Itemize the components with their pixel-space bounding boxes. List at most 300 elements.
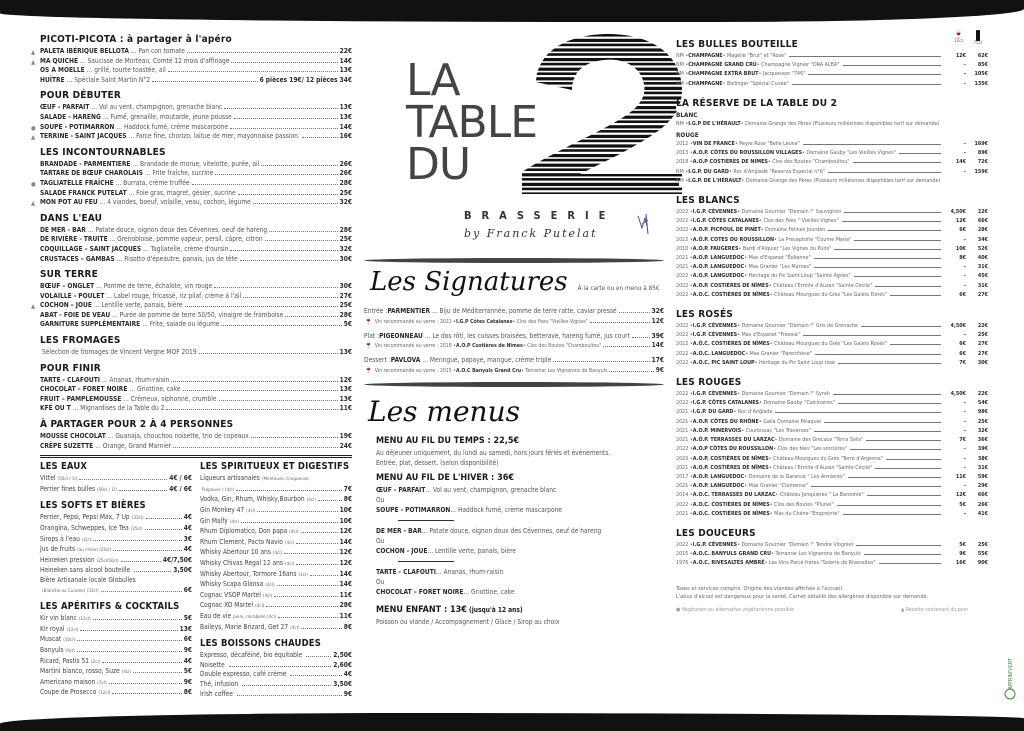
drink-item: Orangina, Schweppes, Ice Tea (25cl) 4€ [40, 524, 192, 532]
item-name: DE MER - BAR [40, 225, 86, 234]
drink-item: Vittel (50cl / 1l) 4€ / 6€ [40, 474, 192, 483]
bottle-price: 30€ [977, 359, 988, 366]
item-name: GARNITURE SUPPLÉMENTAIRE [40, 320, 141, 329]
item-name: COCHON – JOUE [40, 301, 92, 310]
drink-item: Rhum Diplomatico, Don papa (4cl) 12€ [200, 527, 352, 536]
logo [364, 34, 664, 254]
wine-row: 2012 • VIN DE FRANCE • Peyre Rose "Belle Léone" – 169€ [676, 140, 988, 149]
item-price: 30€ [339, 282, 352, 291]
menu-item [31, 178, 352, 189]
wine-row: NM • I.G.P. DE L'HÉRAULT • Domaine Grange des Pères (Plusieurs millésimes disponibles tarif sur demande) [676, 177, 941, 184]
glass-price: – [963, 236, 966, 243]
wine-row: 2022 • I.G.P. CÉVENNES • Domaine Gournier "Demain !" Tendre Viognier 5€ 25€ [676, 541, 988, 550]
item-name: DE RIVIÈRE - TRUITE [40, 235, 108, 244]
wine-section-title: LES BULLES BOUTEILLE [676, 39, 798, 50]
wine-row: 2022 • A.O.C. COSTIÈRES DE NÎMES • Château Mourgues du Grès "Les Galets Dorés" 6€ 27€ [676, 291, 988, 300]
item-price: 13€ [339, 112, 352, 121]
bottle-price: 52€ [977, 245, 988, 252]
wine-row: NM • CHAMPAGNE • Magélie "Brut" et "Rosé" 12€ 62€ [676, 52, 988, 61]
drink-item: Rhum Clement, Pacto Navio (4cl) 14€ [200, 537, 352, 546]
bottle-price: 135€ [974, 80, 988, 87]
drink-item: Sirops à l'eau (2cl) 3€ [40, 534, 192, 543]
item-name: CRUSTACES – GAMBAS [40, 254, 115, 263]
item-price: 26€ [339, 159, 352, 168]
wine-row: 2021 • A.O.P. LANGUEDOC • Mas Granier "Les Marnes" – 31€ [676, 263, 988, 272]
wine-row: 2018 • A.O.P COSTIERES DE NIMES • Clos des Boutes "Chamboultou" 14€ 72€ [676, 158, 988, 167]
item-price: 27€ [339, 291, 352, 300]
bottle-price: 32€ [977, 427, 988, 434]
drink-item: Expresso, décaféiné, bio équitable 2,50€ [200, 651, 352, 660]
leader-dots [234, 118, 338, 119]
bottle-price: 25€ [977, 418, 988, 425]
section-title: À PARTAGER POUR 2 À 4 PERSONNES [40, 419, 234, 431]
item-price: 14€ [339, 56, 352, 65]
bottle-price: 90€ [977, 560, 988, 567]
wine-row: 2022 • I.G.P. CÉVENNES • Domaine Gournier "Demain !" Gris de Grenache 4,50€ 22€ [676, 322, 988, 331]
item-price: 22€ [339, 47, 352, 55]
bottle-price: 169€ [974, 141, 988, 148]
bottle-price: 29€ [977, 483, 988, 490]
drink-item: Bière Artisanale locale Globulles [40, 575, 136, 584]
item-price: 13€ [339, 103, 352, 112]
drink-item: Kir vin blanc (12cl) 5€ [40, 614, 192, 623]
bottle-price: 27€ [977, 291, 988, 298]
item-price: 13€ [339, 385, 352, 394]
vegetarian-icon: ● [31, 180, 36, 188]
wine-pairing: 🍷 Vin recommandé au verre : 2018 • A.O.P Costières de Nîmes • Clos des Boutes "Chamboultou" 14€ [364, 341, 664, 350]
wine-pairing: 🍷 Vin recommandé au verre : 2022 • I.G.P Côtes Catalanes • Clos des Fées "Vieilles Vignes" 12€ [364, 316, 664, 325]
glass-icon: 🍷 12cl [953, 30, 964, 44]
bottle-price: 62€ [977, 53, 988, 59]
item-price: 13€ [339, 348, 352, 357]
leader-dots [240, 260, 338, 261]
section-title: POUR FINIR [40, 362, 101, 374]
item-name: ŒUF - PARFAIT [40, 103, 90, 112]
item-price: 12€ [339, 375, 352, 384]
item-name: PALETA IBÉRIQUE BELLOTA [40, 47, 129, 55]
leader-dots [183, 390, 338, 391]
drink-item: Coupe de Prosecco (12cl) 8€ [40, 688, 192, 697]
leader-dots [269, 231, 337, 232]
wine-row: 2021 • A.O.P. TERRASSES DU LARZAC • Domaine des Grecaux "Terra Solis" 7€ 36€ [676, 436, 988, 445]
drink-item: Eau de vie poire, mirabelle (4cl) 11€ [200, 611, 352, 620]
drink-item: Baileys, Marie Brizard, Get 27 (4cl) 8€ [200, 622, 352, 631]
wine-row: 2022 • A.O.C. PIC SAINT LOUP • Héritage du Pic Saint Loup rosé 7€ 30€ [676, 359, 988, 368]
bottle-price: 59€ [977, 473, 988, 480]
wine-list-column: 🍷 12cl 75cl LES BULLES BOUTEILLE NM • CHAMPAGNE • Magélie "Brut" et "Rosé" 12€ 62€ NM • CHAMPAGNE GRAND CRU • Champagne Vignier "ORA ALBA" – 85€ NM • CHAMPAGNE EXTRA BRUT • Jacquesson "746" – 105€ NM • CHAMPAGNE • Bollinger "Spécial Cuvée" – 135€ LA RÉSERVE DE LA TABLE DU 2 BLANC NM • I.G.P DE L'HÉRAULT • Domaine Grange des Pères (Plusieurs millésimes disponibles tarif sur demande) ROUGE 2012 • VIN DE FRANCE • Peyre Rose "Belle Léone" – 169€ 2013 • A.O.P. CÔTES DU ROUSSILLON VILLAGES • Domaine Gauby "Les Vieilles Vignes" – 89€ 2018 • A.O.P COSTIERES DE NIMES • Clos des Boutes "Chamboultou" 14€ 72€ NM • I.G.P. DU GARD • Roc d'Anglade "Reserva Especial n°6" – 159€ NM • I.G.P. DE L'HÉRAULT • Domaine Grange des Pères (Plusieurs millésimes disponibles tarif sur demande) LES BLANCS 2022 • I.G.P. CÉVENNES • Domaine Gournier "Demain !" Sauvignon 4,50€ 22€ 2022 • I.G.P. CÔTES CATALANES • Clos des Fées " Vieilles Vignes" 12€ 66€ 2022 • A.O.P. PICPOUL DE PINET • Domaine Félines Jourdan 6€ 28€ 2022 • A.O.P. COTES DU ROUSSILLON • La Preceptorie "Coume Marie" – 34€ 2010 • A.O.P. FAUGERES • Bardi d'Alquier "Les Vignes du Puits" 10€ 52€ 2021 • A.O.P. LANGUEDOC • Mas d'Espanet "Éolienne" 8€ 40€ 2021 • A.O.P. LANGUEDOC • Mas Granier "Les Marnes" – 31€ 2022 • A.O.P. LANGUEDOC • Héritage du Pic Saint Loup "Sainte Agnès" – 45€ 2022 • A.O.P. COSTIÈRES DE NÎMES • Château l'Ermite d'Auzan "Sainte Cécile" – 31€ 2022 • A.O.C. COSTIÈRES DE NÎMES • Château Mourgues du Grès "Les Galets Dorés" 6€ 27€ LES ROSÉS 2022 • I.G.P. CÉVENNES • Domaine Gournier "Demain !" Gris de Grenache 4,50€ 22€ 2022 • I.G.P. CÉVENNES • Mas d'Espanet "Freesia" – 25€ 2022 • A.O.C. COSTIÈRES DE NÎMES • Château Mourgues du Grès "Les Galets Rosés" 6€ 27€ 2022 • A.O.C. LANGUEDOC • Mas Granier "Parenthèse" 6€ 27€ 2022 • A.O.C. PIC SAINT LOUP • Héritage du Pic Saint Loup rosé 7€ 30€ LES ROUGES 2022 • I.G.P. CÉVENNES • Domaine Gournier "Demain !" Syrah 4,50€ 22€ 2022 • I.G.P. CÔTES CATALANES • Domaine Gauby "Calcinaires" – 54€ 2021 • I.G.P. DU GARD • Roc d'Anglade – 98€ 2021 • A.O.P. CÔTES DU RHÔNE • Galia Domaine Pelaquie – 25€ 2021 • A.O.P. MINERVOIS • Courbissac "Les Traverses" – 32€ 2021 • A.O.P. TERRASSES DU LARZAC • Domaine des Grecaux "Terra Solis" 7€ 36€ 2022 • A.O.P CÔTES DU ROUSSILLON • Clos des fées "Les sorcières" – 39€ 2020 • A.O.P. COSTIÈRES DE NÎMES • Château Mourgues du Grès "Terre d'Argence" – 38€ 2021 • A.O.P. COSTIÈRES DE NÎMES • Château l'Ermite d'Auzan "Sainte Cécile" – 31€ 2017 • A.O.P. LANGUEDOC • Domaine de la Garance " Les Armieres" 11€ 59€ 2021 • A.O.P. LANGUEDOC • Mas Granier "Clémence" – 29€ 2014 • A.O.C. TERRASSES DU LARZAC • Château Jonquières " La Baronnie" 12€ 66€ 2022 • A.O.C. COSTIÈRES DE NÎMES • Clos des Boutes "Pluriel" 5€ 26€ 2021 • A.O.C. COSTIÈRES DE NÎMES • Mas du Chêne "Empreinte" – 41€ LES DOUCEURS 2022 • I.G.P. CÉVENNES • Domaine Gournier "Demain !" Tendre Viognier 5€ 25€ 2015 • A.O.C. BANYULS GRAND CRU • Terramar Les Vignerons de Banyuls 9€ 55€ 1976 • A.O.C. RIVESALTES AMBRÉ • Les Vins Parcé frères "Soierie de Rivesaltes" 16€ 90€ Taxes et services compris. Origine des viandes affichée à l'accueil. L'abus d'alcool est dangereux pour la santé. Carnet détaillé des allergènes disponible sur demande. ● Végétarien ou alternative végétarienne possible ▲ Recette contenant du porc [676, 30, 988, 613]
signature-dish: Dessert : PAVLOVA ... Meringue, papaye, mangue, crème triple 17€ 🍷 Vin recommandé au verre : 2015 • A.O.C Banyuls Grand Cru • Terramar Les Vignerons de Banyuls 9€ [364, 356, 664, 374]
item-price: 5€ [343, 320, 352, 329]
wine-row: 2014 • A.O.C. TERRASSES DU LARZAC • Château Jonquières " La Baronnie" 12€ 66€ [676, 491, 988, 500]
pork-icon: ▲ [900, 606, 906, 613]
item-price: 25€ [339, 188, 352, 197]
menu-item [40, 189, 352, 199]
leader-dots [215, 174, 337, 175]
item-desc: Sélection de fromages de Vincent Vergne MOF 2019 [42, 348, 197, 357]
item-price: 28€ [339, 178, 352, 187]
signatures-note: À la carte ou en menu à 85€ [577, 284, 660, 292]
wine-row: NM • I.G.P DE L'HÉRAULT • Domaine Grange des Pères (Plusieurs millésimes disponibles tarif sur demande) [676, 120, 940, 127]
menu-item [40, 76, 352, 86]
item-price: 26€ [339, 169, 352, 178]
item-name: TAGLIATELLE FRAÎCHE [40, 178, 114, 187]
item-name: OS A MOELLE [40, 66, 85, 75]
menu-item [40, 245, 352, 255]
signatures-title: Les Signatures [370, 267, 568, 297]
section-title: LES INCONTOURNABLES [40, 146, 166, 158]
menu-item [40, 404, 352, 414]
menu-item [31, 122, 352, 133]
leader-dots [238, 194, 338, 195]
glass-price: – [963, 264, 966, 271]
bottle-price: 54€ [977, 400, 988, 407]
leader-dots [171, 381, 337, 382]
item-desc: ... Burrata, crème truffée [115, 178, 190, 187]
glass-price: 12€ [955, 53, 966, 59]
food-menu-column [31, 34, 352, 699]
leader-dots [192, 184, 338, 185]
wine-section-title: LA RÉSERVE DE LA TABLE DU 2 [676, 97, 838, 109]
section-title: LES EAUX [40, 461, 88, 473]
drink-item: Ricard, Pastis 51 (2cl) 4€ [40, 656, 192, 665]
item-desc: ... Pan con tomate [130, 47, 185, 55]
menu-item [31, 47, 352, 57]
glass-price: 12€ [955, 218, 966, 225]
leader-dots [187, 52, 338, 53]
glass-price: 6€ [959, 227, 966, 234]
bottle-price: 66€ [977, 492, 988, 499]
bottle-price: 25€ [977, 332, 988, 339]
item-desc: ... Frite fraîche, sucrine [145, 169, 214, 178]
bottle-price: 28€ [977, 227, 988, 234]
wine-row: 2021 • A.O.P. MINERVOIS • Courbissac "Les Traverses" – 32€ [676, 427, 988, 436]
wine-section-title: LES ROUGES [676, 377, 742, 389]
item-desc: ... Patate douce, oignon doux des Cévennes, oeuf de hareng [87, 225, 268, 234]
pork-icon: ▲ [31, 134, 36, 142]
bottle-price: 25€ [977, 541, 988, 548]
wine-row: NM • I.G.P. DU GARD • Roc d'Anglade "Reserva Especial n°6" – 159€ [676, 168, 988, 177]
drink-item: Whisky Abertour, Tormore 16ans (4cl) 14€ [200, 569, 352, 578]
leader-dots [166, 409, 337, 410]
item-desc: ... grillé, tourte toastée, ail [86, 66, 166, 75]
bottle-price: 31€ [977, 464, 988, 471]
bottle-price: 22€ [977, 323, 988, 330]
menus-title: Les menus [368, 394, 520, 428]
wine-row: 2022 • I.G.P. CÔTES CATALANES • Clos des Fées " Vieilles Vignes" 12€ 66€ [676, 217, 988, 226]
menu-item [40, 376, 352, 386]
item-name: BRANDADE - PARMENTIERE [40, 159, 131, 168]
wine-section-title: LES ROSÉS [676, 309, 733, 321]
item-name: MOUSSE CHOCOLAT [40, 432, 106, 441]
menu-enfant: MENU ENFANT : 13€ (jusqu'à 12 ans) Poisson ou viande / Accompagnement / Glace / Sirop au choix [376, 604, 560, 626]
drink-item: Vodka, Gin, Rhum, Whisky,Bourbon (4cl) 8€ [200, 495, 352, 504]
menu-item [40, 235, 352, 245]
item-desc: ... Pomme de terre, échalote, vin rouge [96, 282, 213, 291]
item-price: 24€ [339, 441, 352, 450]
drink-item: Irish coffee 9€ [200, 689, 352, 698]
signature-dish: Plat : PIGEONNEAU ... Le dos rôti, les cuisses braisées, betterave, hareng fumé, jus court 39€ 🍷 Vin recommandé au verre : 2018 • A.O.P Costières de Nîmes • Clos des Boutes "Chamboultou" 14€ [364, 331, 664, 350]
item-price: 30€ [339, 254, 352, 263]
item-desc: ... Vol au vent, champignon, grenache blanc [91, 103, 223, 112]
signature-dish: Entrée : PARMENTIER ... Biju de Méditerrannée, pomme de terre ratte, caviar pressé 32€ 🍷 Vin recommandé au verre : 2022 • I.G.P Côtes Catalanes • Clos des Fées "Vieilles Vignes" 12€ [364, 307, 664, 325]
item-name: MON POT AU FEU [40, 198, 98, 207]
glass-price: 10€ [955, 245, 966, 252]
item-name: BŒUF – ONGLET [40, 282, 95, 291]
bottle-icon: 75cl [973, 30, 982, 46]
bottle-price: 89€ [977, 150, 988, 157]
item-name: TARTARE DE BŒUF CHAROLAIS [40, 169, 144, 178]
item-name: SOUPE - POTIMARRON [40, 122, 115, 131]
wine-row: 2021 • I.G.P. DU GARD • Roc d'Anglade – 98€ [676, 408, 988, 417]
wine-row: 2022 • A.O.P. LANGUEDOC • Héritage du Pic Saint Loup "Sainte Agnès" – 45€ [676, 272, 988, 281]
glass-price: – [963, 464, 966, 471]
section-title: LES FROMAGES [40, 335, 121, 347]
glass-price: – [963, 168, 966, 175]
item-name: SALADE - HARENG [40, 112, 101, 121]
wine-row: 2021 • A.O.C. COSTIÈRES DE NÎMES • Mas du Chêne "Empreinte" – 41€ [676, 510, 988, 519]
glass-price: – [963, 273, 966, 280]
item-desc: ... Mignardises de la Table du 2 [72, 404, 165, 413]
glass-price: 9€ [959, 551, 966, 558]
glass-price: 4,50€ [950, 391, 966, 398]
double-divider [40, 455, 352, 458]
leader-dots [214, 287, 337, 288]
drink-item: Heineken sans alcool bouteille 3,50€ [40, 566, 192, 575]
pork-icon: ▲ [31, 58, 36, 66]
item-price: 19€ [339, 432, 352, 441]
bottle-price: 22€ [977, 209, 988, 216]
item-desc: ... Farce fine, chorizo, laitue de mer, mayonnaise passion. [128, 132, 300, 141]
menu-item [40, 160, 352, 170]
menu-item [40, 385, 352, 395]
leader-dots [199, 353, 338, 354]
drink-item: Kir royal (12cl) 13€ [40, 624, 192, 633]
item-desc: ... Crémeux, siphonné, crumble [123, 394, 217, 403]
drink-item: Liqueurs artisanales (Menteuse, Croqueuse, [200, 474, 310, 483]
menu-item [40, 66, 352, 76]
glass-price: 6€ [959, 341, 966, 348]
glass-price: 4,50€ [950, 209, 966, 216]
menu-item [31, 198, 352, 208]
menu-item [40, 320, 352, 330]
bottle-price: 72€ [977, 159, 988, 166]
wine-section-title: LES BLANCS [676, 195, 740, 207]
wine-row: 2013 • A.O.P. CÔTES DU ROUSSILLON VILLAGES • Domaine Gauby "Les Vieilles Vignes" – 89€ [676, 149, 988, 158]
bottom-brush-border [0, 713, 1024, 731]
bottle-price: 55€ [977, 551, 988, 558]
leader-dots [243, 297, 337, 298]
item-desc: ... Label rouge, fricassé, riz pilaf, crème à l'ail [106, 291, 242, 300]
leader-dots [285, 316, 337, 317]
item-name: ABAT - FOIE DE VEAU [40, 310, 111, 319]
leader-dots [231, 62, 337, 63]
item-name: COQUILLAGE – SAINT JACQUES [40, 244, 142, 253]
wine-row: 2022 • A.O.C. COSTIÈRES DE NÎMES • Château Mourgues du Grès "Les Galets Rosés" 6€ 27€ [676, 340, 988, 349]
item-desc: ... Risotto d'épeautre, panais, jus de tête [116, 254, 238, 263]
glass-price: 6€ [959, 291, 966, 298]
drink-item: Muscat (10cl) 6€ [40, 635, 192, 644]
signatures-list [364, 307, 664, 374]
bottle-price: 27€ [977, 341, 988, 348]
footer-notes: Taxes et services compris. Origine des viandes affichée à l'accueil. L'abus d'alcool est dangereux pour la santé. Carnet détaillé des allergènes disponible sur demande. [676, 585, 929, 600]
wine-row: NM • CHAMPAGNE EXTRA BRUT • Jacquesson "746" – 105€ [676, 70, 988, 79]
menu-item [40, 169, 352, 179]
menu-item [40, 292, 352, 302]
wine-row: 2022 • A.O.P. PICPOUL DE PINET • Domaine Félines Jourdan 6€ 28€ [676, 226, 988, 235]
wine-row: 2017 • A.O.P. LANGUEDOC • Domaine de la Garance " Les Armieres" 11€ 59€ [676, 473, 988, 482]
glass-price: – [963, 332, 966, 339]
leader-dots [152, 81, 258, 82]
section-title: PICOTI-PICOTA : à partager à l'apéro [40, 34, 232, 45]
menu-item [40, 113, 352, 123]
wine-row: 2021 • A.O.P. LANGUEDOC • Mas d'Espanet "Éolienne" 8€ 40€ [676, 254, 988, 263]
glass-price: 5€ [959, 541, 966, 548]
bottle-price: 22€ [977, 391, 988, 398]
wine-glass-icon: 🍷 [364, 365, 373, 374]
glass-price: – [963, 400, 966, 407]
leader-dots [261, 165, 337, 166]
leader-dots [168, 71, 338, 72]
wine-row: 2022 • I.G.P. CÔTES CATALANES • Domaine Gauby "Calcinaires" – 54€ [676, 399, 988, 408]
item-price: 13€ [339, 66, 352, 75]
drinks-left [40, 461, 192, 699]
menu-item [40, 395, 352, 405]
drink-item: Gin Monkey 47 (4cl) 10€ [200, 506, 352, 514]
bottle-price: 34€ [977, 236, 988, 243]
section-title: LES SPIRITUEUX ET DIGESTIFS [200, 461, 350, 473]
bottle-price: 26€ [977, 501, 988, 508]
item-desc: ... Ananas, rhum-raisin [101, 375, 170, 384]
bottle-price: 66€ [977, 218, 988, 225]
bottle-price: 41€ [977, 510, 988, 517]
bottle-price: 27€ [977, 350, 988, 357]
wine-row: 2021 • A.O.P. COSTIÈRES DE NÎMES • Château l'Ermite d'Auzan "Sainte Cécile" – 31€ [676, 464, 988, 473]
item-price: 11€ [339, 404, 352, 413]
menu-item [40, 282, 352, 292]
item-desc: ... Purée de pomme de terre 50/50, vinaigre de framboise [112, 310, 284, 319]
glass-price: 8€ [959, 255, 966, 262]
drink-item: Pulpeuse ) (4cl) 7€ [202, 484, 352, 493]
item-desc: ... Orange, Grand Marnier [95, 441, 172, 450]
glass-price: – [963, 455, 966, 462]
glass-price: – [963, 62, 966, 69]
leader-dots [219, 400, 338, 401]
wine-row: 2021 • A.O.P. LANGUEDOC • Mas Granier "Clémence" – 29€ [676, 482, 988, 491]
item-desc: ... 4 viandes, boeuf, volaille, veau, cochon, légume [99, 198, 251, 207]
glass-price: 16€ [955, 560, 966, 567]
wine-row: 2022 • A.O.P. COSTIÈRES DE NÎMES • Château l'Ermite d'Auzan "Sainte Cécile" – 31€ [676, 282, 988, 291]
glass-price: 4,50€ [950, 323, 966, 330]
leader-dots [251, 437, 338, 438]
price-column-icons [954, 30, 982, 46]
glass-price: – [963, 418, 966, 425]
bottle-price: 39€ [977, 446, 988, 453]
menu-item [31, 132, 352, 142]
glass-price: – [963, 409, 966, 416]
item-name: HUÎTRE [40, 75, 65, 84]
item-desc: ... Foie gras, magret, gésier, sucrine [128, 188, 236, 197]
drink-item: Perrier fines bulles (50cl / 1l) 4€ / 6€ [40, 484, 192, 493]
wine-row: 2022 • A.O.P. COTES DU ROUSSILLON • La Preceptorie "Coume Marie" – 34€ [676, 236, 988, 245]
item-desc: ... Spéciale Saint Martin N°2 [66, 75, 151, 84]
top-brush-border [0, 0, 1024, 22]
brasserie-label: BRASSERIE [464, 209, 616, 222]
wine-glass-icon: 🍷 [364, 316, 373, 325]
item-price: 32€ [339, 198, 352, 207]
item-name: KFÉ OU T [40, 404, 71, 413]
glass-price: 11€ [955, 473, 966, 480]
drinks-section [40, 461, 352, 699]
wine-row: 2020 • A.O.P. COSTIÈRES DE NÎMES • Château Mourgues du Grès "Terre d'Argence" – 38€ [676, 455, 988, 464]
course-divider [398, 520, 454, 521]
drink-item: Martini bianco, rosso, Suze (4cl) 5€ [40, 667, 192, 676]
pork-icon: ▲ [31, 200, 36, 208]
leader-dots [230, 250, 337, 251]
chef-signature: by Franck Putelat [464, 227, 598, 240]
menu-item [31, 56, 352, 67]
item-name: TARTE - CLAFOUTI [40, 375, 100, 384]
menu-item [40, 103, 352, 113]
bottle-price: 36€ [977, 437, 988, 444]
bottle-price: 40€ [977, 255, 988, 262]
drink-item: Thé, infusion 3,50€ [200, 679, 352, 688]
glass-price: 5€ [959, 501, 966, 508]
section-title: DANS L'EAU [40, 212, 103, 224]
item-desc: ... Grenobloise, pomme vapeur, persil, câpre, citron [109, 235, 263, 244]
item-name: TERRINE - SAINT JACQUES [40, 132, 127, 141]
section-title: POUR DÉBUTER [40, 90, 121, 102]
bottle-price: 159€ [974, 168, 988, 175]
menu-fil-du-temps: MENU AU FIL DU TEMPS : 22,5€ Au déjeuner uniquement, du lundi au samedi, hors jours fériés et évènements. Entrée, plat, dessert. (selon disponibilité) [376, 435, 611, 467]
drink-item: Double expresso, café crème 4€ [200, 670, 352, 679]
drink-item: Whisky Abertour 10 ans (4cl) 12€ [200, 548, 352, 557]
item-desc: ... Tagliatelle, crème d'oursin [143, 244, 229, 253]
leader-dots [253, 203, 338, 204]
wine-row: 2021 • A.O.P. CÔTES DU RHÔNE • Galia Domaine Pelaquie – 25€ [676, 418, 988, 427]
item-desc: ... Guanaja, chouchou noisette, trio de copeaux [107, 432, 249, 441]
item-name: CHOCOLAT – FORET NOIRE [40, 385, 128, 394]
glass-price: – [963, 282, 966, 289]
leader-dots [230, 128, 338, 129]
glass-price: 6€ [959, 350, 966, 357]
drink-item: Whisky Scapa Glansa (4cl) 14€ [200, 580, 352, 589]
item-desc: ... Lentille verte, panais, bière [93, 301, 183, 310]
drink-item: Heineken pression (25cl/50cl) 4€/7,50€ [40, 555, 192, 564]
drinks-right [200, 461, 352, 699]
item-price: 25€ [339, 235, 352, 244]
item-price: 6 pièces 19€/ 12 pièces 34€ [259, 75, 352, 84]
center-column [364, 34, 664, 627]
item-name: SALADE FRANCK PUTELAT [40, 188, 127, 197]
wine-row: 1976 • A.O.C. RIVESALTES AMBRÉ • Les Vins Parcé frères "Soierie de Rivesaltes" 16€ 90€ [676, 559, 988, 568]
glass-price: 7€ [959, 359, 966, 366]
wine-row: 2022 • I.G.P. CÉVENNES • Mas d'Espanet "Freesia" – 25€ [676, 331, 988, 340]
menu-item [40, 226, 352, 236]
vegetarian-icon: ● [31, 124, 36, 132]
wine-row: 2022 • I.G.P. CÉVENNES • Domaine Gournier "Demain !" Sauvignon 4,50€ 22€ [676, 208, 988, 217]
drink-item: Cognac XO Martel (4cl) 28€ [200, 601, 352, 610]
item-name: VOLAILLE - POULET [40, 291, 105, 300]
pork-icon: ▲ [31, 49, 36, 56]
drink-item: Perrier, Pepsi, Pepsi Max, 7 Up (33cl) 4€ [40, 513, 192, 522]
drink-item: Jus de fruits (au choix) (25cl) 4€ [40, 545, 192, 554]
item-desc: ... Brandade de morue, vitelotte, purée, ail [132, 159, 260, 168]
drink-item: Noisette 2,60€ [200, 660, 352, 669]
drink-item: Banyuls (9cl) 9€ [40, 645, 192, 654]
section-title: SUR TERRE [40, 269, 98, 281]
item-price: 32€ [339, 244, 352, 253]
glass-price: – [963, 150, 966, 157]
